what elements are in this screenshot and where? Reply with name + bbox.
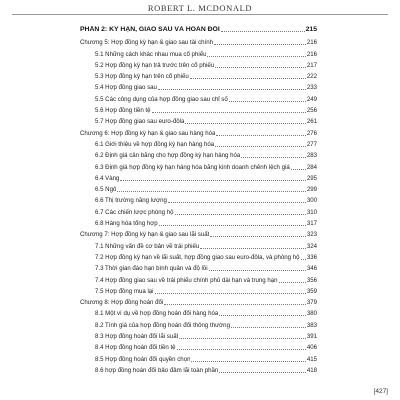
dot-leader — [120, 180, 305, 181]
toc-section-entry — [80, 137, 317, 148]
dot-leader — [229, 101, 306, 102]
toc-entry-page: 324 — [306, 242, 317, 250]
toc-entry-page: 222 — [306, 73, 317, 81]
running-head: ROBERT L. MCDONALD — [147, 3, 253, 13]
toc-section-entry — [80, 148, 317, 159]
toc-section-entry — [80, 58, 317, 69]
dot-leader — [214, 44, 306, 45]
toc-entry-label: 6.5 Ngô — [95, 186, 117, 194]
dot-leader — [215, 67, 306, 68]
toc-entry-page: 380 — [306, 310, 317, 318]
toc-entry-page: 283 — [306, 152, 317, 160]
toc-entry-label: 8.3 Hợp đồng hoán đổi lãi suất — [95, 333, 179, 341]
dot-leader — [215, 146, 306, 147]
dot-leader — [291, 169, 306, 170]
toc-entry-label: 6.3 Định giá hợp đồng kỳ hạn hàng hóa bằng kinh doanh chênh lệch giá — [95, 163, 290, 171]
toc-chapter-entry — [80, 295, 317, 306]
dot-leader — [179, 338, 306, 339]
toc-entry-label: 8.6 hợp đồng hoán đổi bảo đảm lãi toàn phần — [95, 366, 219, 374]
toc-entry-label: 6.2 Định giá cân bằng cho hợp đồng kỳ hạn hàng hóa — [95, 152, 241, 160]
toc-section-entry — [80, 272, 317, 283]
dot-leader — [221, 31, 305, 32]
toc-entry-label: Chương 5: Hợp đồng kỳ hạn & giao sau tài chính — [80, 39, 214, 47]
dot-leader — [210, 236, 306, 237]
toc-section-entry — [80, 91, 317, 102]
dot-leader — [152, 112, 306, 113]
toc-chapter-entry — [80, 35, 317, 46]
dot-leader — [177, 349, 306, 350]
toc-entry-label: 7.4 Hợp đồng giao sau về trái phiếu chính phủ dài hạn và trung hạn — [95, 276, 278, 284]
toc-section-entry — [80, 193, 317, 204]
toc-entry-label: 5.2 Hợp đồng kỳ hạn trả trước trên cổ phiếu — [95, 61, 215, 69]
toc-entry-page: 323 — [306, 231, 317, 239]
toc-section-entry — [80, 69, 317, 80]
toc-section-entry — [80, 329, 317, 340]
toc-entry-label: 5.4 Hợp đồng giao sau — [95, 84, 157, 92]
toc-entry-label: 7.5 Hợp đồng mua lại — [95, 287, 154, 295]
toc-section-entry — [80, 261, 317, 272]
toc-entry-page: 415 — [306, 355, 317, 363]
toc-entry-page: 233 — [306, 84, 317, 92]
toc-entry-label: 5.6 Hợp đồng tiền tệ — [95, 107, 151, 115]
toc-section-entry — [80, 182, 317, 193]
toc-entry-label: 5.5 Các công dụng của hợp đồng giao sau chỉ số — [95, 95, 228, 103]
dot-leader — [219, 372, 306, 373]
toc-section-entry — [80, 363, 317, 374]
toc-entry-page: 317 — [306, 220, 317, 228]
toc-part-heading — [80, 21, 317, 33]
toc-entry-page: 216 — [306, 39, 317, 47]
toc-chapter-entry — [80, 125, 317, 136]
toc-section-entry — [80, 340, 317, 351]
dot-leader — [155, 293, 306, 294]
toc-entry-page: 256 — [306, 107, 317, 115]
toc-entry-label: 5.3 Hợp đồng kỳ hạn trên cổ phiếu — [95, 73, 189, 81]
toc-chapter-entry — [80, 227, 317, 238]
toc-section-entry — [80, 80, 317, 91]
toc-section-entry — [80, 351, 317, 362]
toc-entry-label: Chương 6: Hợp đồng kỳ hạn & giao sau hàng hóa — [80, 129, 216, 137]
dot-leader — [191, 361, 305, 362]
toc-entry-page: 346 — [306, 265, 317, 273]
toc-entry-label: 5.7 Hợp đồng giao sau euro-đôla — [95, 118, 185, 126]
toc-entry-page: 383 — [306, 321, 317, 329]
toc-entry-page: 310 — [306, 208, 317, 216]
toc-section-entry — [80, 171, 317, 182]
toc-entry-page: 216 — [306, 50, 317, 58]
toc-entry-label: Chương 7: Hợp đồng kỳ hạn & giao sau lãi suất — [80, 231, 210, 239]
dot-leader — [219, 315, 306, 316]
toc-entry-label: 8.2 Tính giá của hợp đồng hoán đổi thông thường — [95, 321, 230, 329]
toc-entry-label: Chương 8: Hợp đồng hoán đổi — [80, 299, 164, 307]
page-number: [427] — [373, 388, 388, 395]
dot-leader — [216, 135, 305, 136]
toc-entry-page: 356 — [306, 276, 317, 284]
toc-section-entry — [80, 306, 317, 317]
dot-leader — [209, 270, 306, 271]
toc-entry-page: 217 — [306, 61, 317, 69]
toc-entry-page: 295 — [306, 174, 317, 182]
toc-entry-label: 5.1 Những cách khác nhau mua cổ phiếu — [95, 50, 207, 58]
toc-section-entry — [80, 204, 317, 215]
dot-leader — [190, 78, 306, 79]
toc-entry-page: 249 — [306, 95, 317, 103]
dot-leader — [200, 248, 306, 249]
toc-section-entry — [80, 46, 317, 57]
dot-leader — [175, 214, 306, 215]
dot-leader — [159, 225, 306, 226]
dot-leader — [164, 304, 306, 305]
toc-entry-page: 299 — [306, 186, 317, 194]
toc-entry-page: 379 — [306, 299, 317, 307]
toc-entry-label: 6.7 Các chiến lược phòng hộ — [95, 208, 174, 216]
header-rule — [12, 14, 388, 15]
toc-entry-page: 276 — [306, 129, 317, 137]
toc-entry-label: 6.6 Thị trường năng lượng — [95, 197, 167, 205]
dot-leader — [301, 259, 306, 260]
toc-entry-page: 359 — [306, 287, 317, 295]
toc-entry-page: 261 — [306, 118, 317, 126]
toc-section-entry — [80, 317, 317, 328]
dot-leader — [231, 327, 306, 328]
toc-entry-page: 277 — [306, 140, 317, 148]
toc-section-entry — [80, 250, 317, 261]
toc-section-entry — [80, 284, 317, 295]
toc-entry-label: 7.3 Thời gian đáo hạn bình quân và độ lồi — [95, 265, 208, 273]
toc-section-entry — [80, 216, 317, 227]
dot-leader — [158, 89, 306, 90]
dot-leader — [185, 123, 305, 124]
dot-leader — [117, 191, 305, 192]
toc-entry-label: PHẦN 2: KỲ HẠN, GIAO SAU VÀ HOÁN ĐỔI — [80, 26, 220, 33]
dot-leader — [279, 282, 306, 283]
toc-entry-page: 300 — [306, 197, 317, 205]
toc-section-entry — [80, 159, 317, 170]
toc-entry-page: 406 — [306, 344, 317, 352]
toc-entry-page: 284 — [306, 163, 317, 171]
toc-entry-label: 6.4 Vàng — [95, 174, 120, 182]
toc-entry-page: 336 — [306, 253, 317, 261]
dot-leader — [207, 56, 305, 57]
toc-entry-page: 391 — [306, 333, 317, 341]
toc-section-entry — [80, 103, 317, 114]
toc-section-entry — [80, 114, 317, 125]
toc-entry-label: 8.1 Một ví dụ về hợp đồng hoán đổi hàng hóa — [95, 310, 219, 318]
toc-entry-label: 7.2 Hợp đồng kỳ hạn về lãi suất, hợp đồng giao sau euro-đôla, và phòng hộ — [95, 253, 300, 261]
toc-entry-label: 8.4 Hợp đồng hoán đổi tiền tệ — [95, 344, 176, 352]
toc-entry-label: 6.8 Hàng hóa tổng hợp — [95, 220, 158, 228]
toc-section-entry — [80, 238, 317, 249]
toc-entry-label: 8.5 Hợp đồng hoán đổi quyền chọn — [95, 355, 191, 363]
dot-leader — [168, 202, 306, 203]
toc-entry-label: 7.1 Những vấn đề cơ bản về trái phiếu — [95, 242, 200, 250]
toc-entry-page: 215 — [305, 26, 317, 33]
table-of-contents — [80, 21, 317, 374]
toc-entry-label: 6.1 Giới thiệu về hợp đồng kỳ hạn hàng hóa — [95, 140, 215, 148]
dot-leader — [241, 157, 306, 158]
toc-entry-page: 418 — [306, 366, 317, 374]
